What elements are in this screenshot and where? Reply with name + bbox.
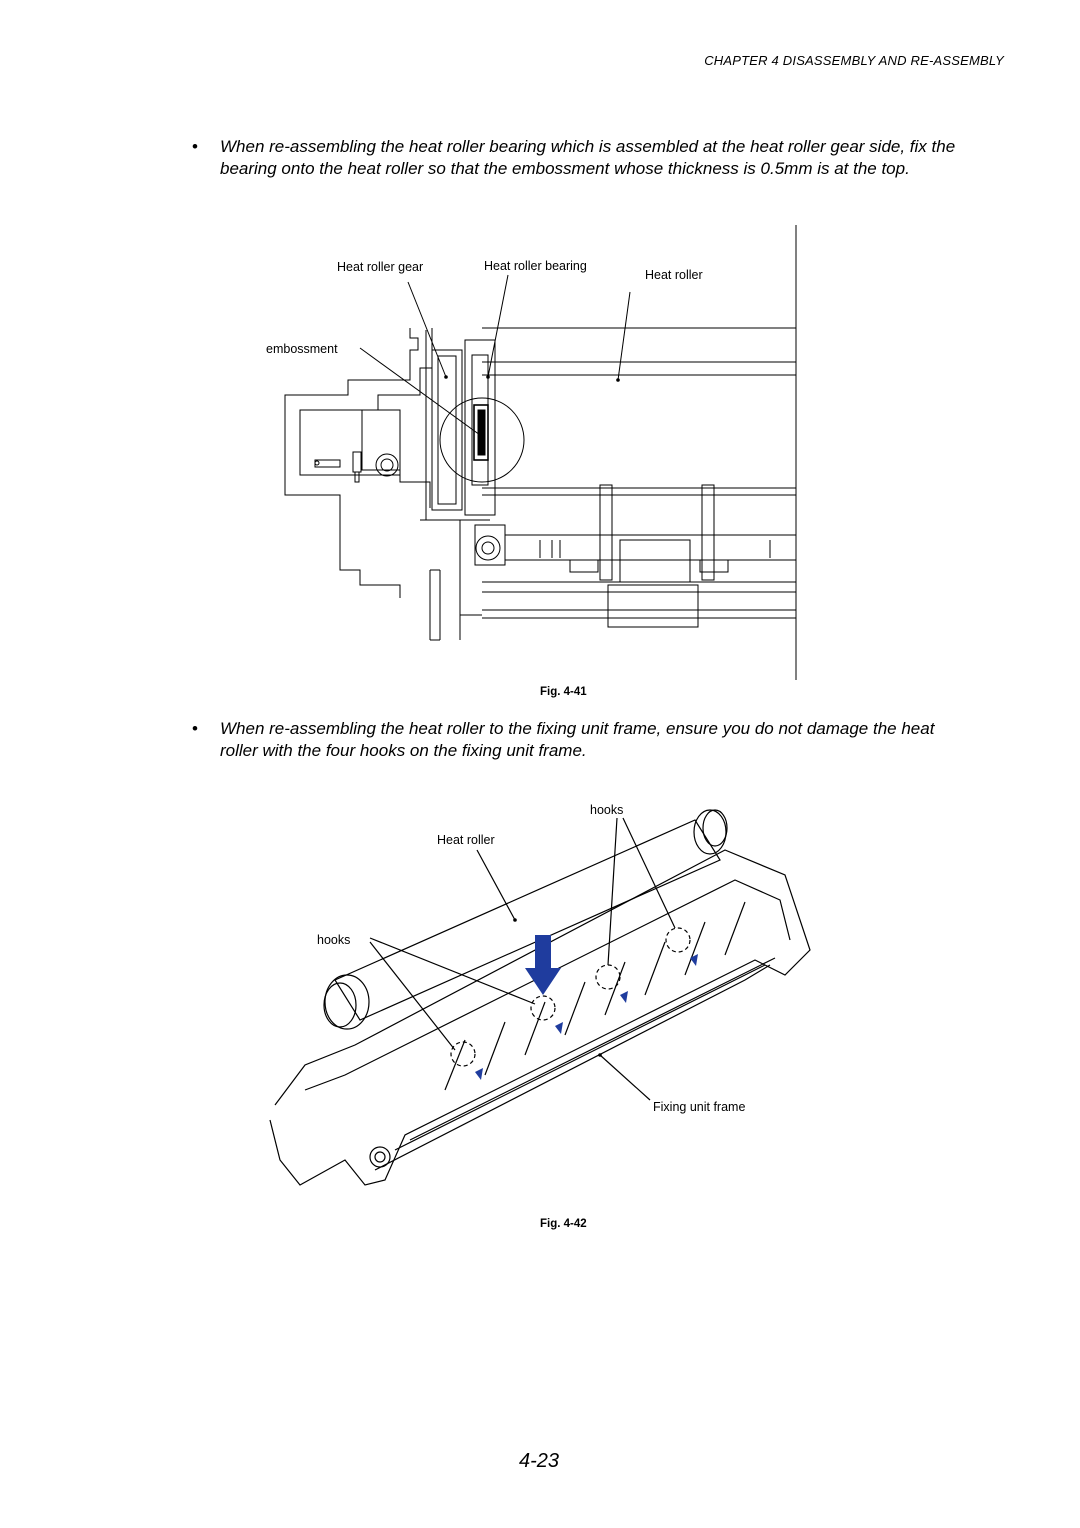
label-hooks-left: hooks — [317, 933, 351, 947]
label-heat-roller: Heat roller — [645, 268, 703, 282]
label-heat-roller-2: Heat roller — [437, 833, 495, 847]
figure-4-42 — [265, 790, 825, 1200]
figure-caption-4-41: Fig. 4-41 — [540, 686, 587, 698]
bullet-symbol: • — [192, 719, 198, 738]
bullet-note-1 — [192, 136, 972, 180]
label-hooks-top: hooks — [590, 803, 624, 817]
bullet-text: When re-assembling the heat roller bearing which is assembled at the heat roller gear side, fix the bearing onto the heat roller so that the embossment whose thickness is 0.5mm is at the top. — [220, 137, 956, 178]
label-embossment: embossment — [266, 342, 338, 356]
figure-caption-4-42: Fig. 4-42 — [540, 1218, 587, 1230]
chapter-header: CHAPTER 4 DISASSEMBLY AND RE-ASSEMBLY — [704, 53, 1004, 68]
label-heat-roller-bearing: Heat roller bearing — [484, 259, 587, 273]
bullet-text: When re-assembling the heat roller to the fixing unit frame, ensure you do not damage the heat roller with the four hooks on the fixing unit frame. — [220, 719, 935, 760]
bullet-note-2 — [192, 718, 972, 762]
bullet-symbol: • — [192, 137, 198, 156]
page-number: 4-23 — [519, 1450, 560, 1472]
label-fixing-unit-frame: Fixing unit frame — [653, 1100, 746, 1114]
label-heat-roller-gear: Heat roller gear — [337, 260, 424, 274]
figure-4-41 — [260, 220, 820, 690]
